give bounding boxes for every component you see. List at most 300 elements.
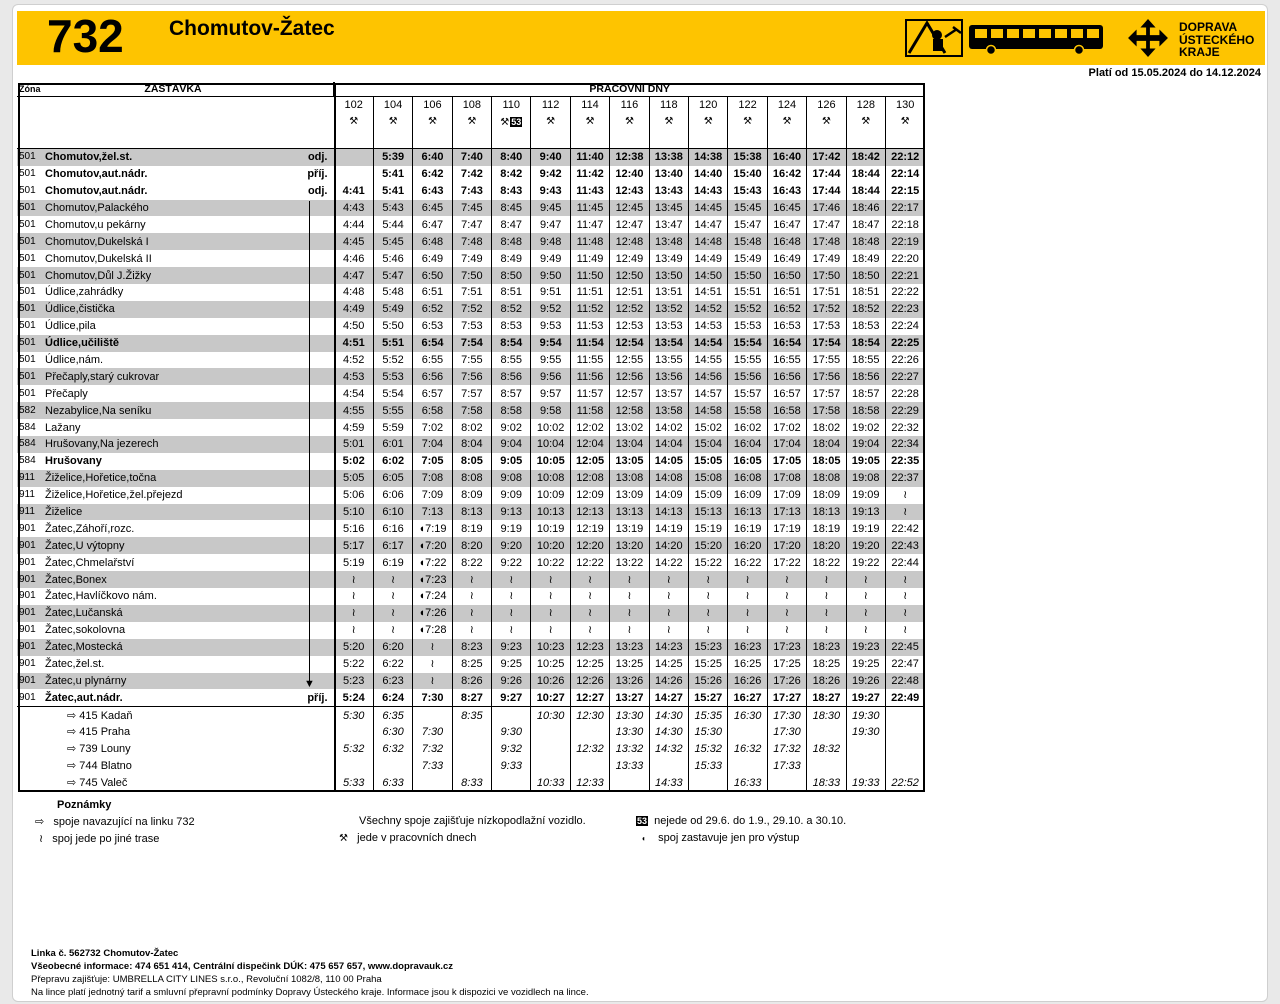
stop-name: Chomutov,Dukelská I (45, 233, 301, 250)
departure-time: 6:51 (413, 284, 452, 301)
connection-time: 12:33 (570, 774, 609, 791)
stop-zone: 901 (19, 590, 36, 602)
stop-zone: 501 (19, 252, 36, 264)
connection-time (649, 758, 688, 775)
departure-time: 5:39 (373, 148, 412, 165)
connection-time (334, 758, 373, 775)
departure-time: 15:13 (689, 504, 728, 521)
departure-time: 5:20 (334, 639, 373, 656)
departure-time: ≀ (492, 571, 531, 588)
stop-row (17, 504, 924, 521)
stop-name: Hrušovany,Na jezerech (45, 436, 301, 453)
departure-time: 16:43 (767, 183, 806, 200)
departure-time: 6:58 (413, 402, 452, 419)
trip-symbol-cell (846, 114, 885, 149)
stop-row (17, 250, 924, 267)
stop-name: Žatec,sokolovna (45, 624, 126, 637)
departure-time: 7:09 (413, 487, 452, 504)
departure-time: 22:28 (885, 385, 924, 402)
departure-time: ≀ (531, 588, 570, 605)
departure-time: 13:26 (610, 673, 649, 690)
departure-time: ≀ (570, 588, 609, 605)
departure-time: 14:51 (689, 284, 728, 301)
stop-row (17, 335, 924, 352)
stop-row (17, 267, 924, 284)
connection-label (45, 724, 301, 741)
departure-time: 14:43 (689, 183, 728, 200)
connection-destination: Valeč (100, 776, 128, 789)
connection-line: 745 (79, 776, 98, 789)
blank-cell (17, 707, 45, 724)
departure-time: 11:40 (570, 148, 609, 165)
trip-number-row (17, 97, 924, 114)
blank-cell (17, 758, 45, 775)
departure-time: 19:09 (846, 487, 885, 504)
stop-mark (301, 470, 334, 487)
departure-time: 7:40 (452, 148, 491, 165)
note-53-badge: 53 (511, 116, 522, 127)
departure-time: 12:52 (610, 301, 649, 318)
departure-time: 9:23 (492, 639, 531, 656)
connection-time: 15:32 (689, 741, 728, 758)
departure-time: 4:44 (334, 216, 373, 233)
blank-cell (17, 97, 45, 114)
departure-time: 19:13 (846, 504, 885, 521)
departure-time: 17:04 (767, 436, 806, 453)
stop-name: Žatec,Lučanská (45, 605, 301, 622)
hammer-icon: ⚒ (664, 115, 674, 127)
blank-cell (301, 741, 334, 758)
departure-time: 8:58 (492, 402, 531, 419)
connection-time (452, 758, 491, 775)
departure-time: 15:19 (689, 520, 728, 537)
trip-symbol-cell (373, 114, 412, 149)
departure-time: 10:05 (531, 453, 570, 470)
departure-time: ≀ (649, 588, 688, 605)
header-row (17, 82, 924, 97)
connection-row (17, 707, 924, 724)
connection-destination: Kadaň (100, 709, 133, 722)
departure-time: 14:05 (649, 453, 688, 470)
notes-title: Poznámky (57, 799, 112, 811)
blank-cell (301, 114, 334, 149)
departure-time: 4:53 (334, 368, 373, 385)
connection-time (807, 758, 846, 775)
departure-time: 12:43 (610, 183, 649, 200)
departure-time: 8:20 (452, 537, 491, 554)
departure-time: 17:26 (767, 673, 806, 690)
departure-time: 9:25 (492, 656, 531, 673)
blank-cell (17, 774, 45, 791)
departure-time: 13:50 (649, 267, 688, 284)
departure-time: 15:57 (728, 385, 767, 402)
blank-cell (17, 741, 45, 758)
departure-time: 5:01 (334, 436, 373, 453)
departure-time: 15:45 (728, 200, 767, 217)
departure-time: 22:23 (885, 301, 924, 318)
stop-zone: 911 (17, 470, 45, 487)
departure-time: 9:57 (531, 385, 570, 402)
arrow-icon: ⇨ (67, 776, 77, 789)
departure-time: 15:49 (728, 250, 767, 267)
departure-time: 4:52 (334, 352, 373, 369)
trip-symbol-cell (767, 114, 806, 149)
hammer-icon: ⚒ (500, 116, 510, 128)
departure-time: 10:27 (531, 689, 570, 706)
departure-time: 14:09 (649, 487, 688, 504)
arrow-icon: ⇨ (67, 743, 77, 756)
departure-time: 16:22 (728, 554, 767, 571)
note-53 (635, 815, 846, 827)
departure-time: 6:56 (413, 368, 452, 385)
departure-time: 13:56 (649, 368, 688, 385)
departure-time: 16:48 (767, 233, 806, 250)
departure-time: 12:38 (610, 148, 649, 165)
stop-row (17, 200, 924, 217)
departure-time: ≀ (610, 622, 649, 639)
stop-mark (301, 318, 334, 335)
stop-mark (301, 571, 334, 588)
departure-time: 12:48 (610, 233, 649, 250)
departure-time: 15:20 (689, 537, 728, 554)
departure-time: ≀ (846, 605, 885, 622)
stop-zone: 901 (17, 639, 45, 656)
departure-time: 8:42 (492, 166, 531, 183)
departure-time: 13:20 (610, 537, 649, 554)
departure-time: 11:53 (570, 318, 609, 335)
departure-time: 16:09 (728, 487, 767, 504)
connection-time: 19:30 (846, 724, 885, 741)
departure-time: 7:58 (452, 402, 491, 419)
stop-row (17, 148, 924, 165)
departure-time: 8:25 (452, 656, 491, 673)
departure-time: 13:47 (649, 216, 688, 233)
departure-time: ≀ (649, 605, 688, 622)
hammer-icon: ⚒ (467, 115, 477, 127)
departure-time: 12:53 (610, 318, 649, 335)
departure-time: 12:54 (610, 335, 649, 352)
connection-label (45, 741, 301, 758)
departure-time: ≀ (492, 622, 531, 639)
departure-time: 14:53 (689, 318, 728, 335)
connection-time: 5:32 (334, 741, 373, 758)
departure-time: 10:23 (531, 639, 570, 656)
departure-time: 10:22 (531, 554, 570, 571)
departure-time: 17:55 (807, 352, 846, 369)
departure-time: 9:42 (531, 166, 570, 183)
arrow-icon: ⇨ (67, 709, 77, 722)
departure-time: ≀ (885, 504, 924, 521)
stop-row (17, 673, 924, 690)
departure-time: 12:50 (610, 267, 649, 284)
departure-time: 18:22 (807, 554, 846, 571)
departure-time: 5:51 (373, 335, 412, 352)
stop-name: Žatec,u plynárny (45, 673, 301, 690)
connection-time (885, 758, 924, 775)
stop-name: Žatec,Bonex (45, 571, 301, 588)
connection-destination: Louny (100, 743, 131, 756)
departure-time: 19:23 (846, 639, 885, 656)
trip-number: 106 (413, 97, 452, 114)
connection-time: 22:52 (885, 774, 924, 791)
trip-number: 104 (373, 97, 412, 114)
departure-time: 5:16 (334, 520, 373, 537)
departure-time: 15:47 (728, 216, 767, 233)
departure-time: 5:48 (373, 284, 412, 301)
departure-time: 18:27 (807, 689, 846, 706)
departure-time: 19:02 (846, 419, 885, 436)
departure-time: 16:49 (767, 250, 806, 267)
departure-time: ≀ (334, 588, 373, 605)
departure-time: 13:38 (649, 148, 688, 165)
departure-time: 12:20 (570, 537, 609, 554)
departure-time: 5:41 (373, 183, 412, 200)
stop-zone: 501 (19, 218, 36, 230)
departure-time: 11:49 (570, 250, 609, 267)
departure-time: 16:25 (728, 656, 767, 673)
departure-time: 12:51 (610, 284, 649, 301)
departure-time: 9:45 (531, 200, 570, 217)
stop-name: Žatec,Chmelařství (45, 556, 135, 569)
stop-name: Nezabylice,Na seníku (45, 402, 301, 419)
departure-time: ≀ (531, 571, 570, 588)
departure-time: 15:02 (689, 419, 728, 436)
departure-time: 22:20 (885, 250, 924, 267)
departure-time: 5:46 (373, 250, 412, 267)
connection-time (492, 707, 531, 724)
departure-time: 16:51 (767, 284, 806, 301)
departure-time: 17:46 (807, 200, 846, 217)
departure-time: ◖7:24 (413, 588, 452, 605)
departure-time: 14:02 (649, 419, 688, 436)
hammer-icon: ⚒ (900, 115, 910, 127)
departure-time: 6:23 (373, 673, 412, 690)
stop-zone: 501 (19, 320, 36, 332)
departure-time: 12:22 (570, 554, 609, 571)
departure-time: 9:48 (531, 233, 570, 250)
departure-time: 8:50 (492, 267, 531, 284)
departure-time: ≀ (413, 656, 452, 673)
departure-time: ◖7:19 (413, 520, 452, 537)
connection-label (45, 707, 301, 724)
departure-time: 14:08 (649, 470, 688, 487)
departure-time: 4:49 (334, 301, 373, 318)
departure-time: 18:23 (807, 639, 846, 656)
trip-number: 116 (610, 97, 649, 114)
departure-time: 7:45 (452, 200, 491, 217)
departure-time: 15:50 (728, 267, 767, 284)
departure-time: 22:15 (885, 183, 924, 200)
trip-symbol-cell (570, 114, 609, 149)
departure-time: 22:32 (885, 419, 924, 436)
connection-line: 415 (79, 726, 98, 739)
departure-time: 16:08 (728, 470, 767, 487)
trip-symbol-cell (885, 114, 924, 149)
departure-time: 8:09 (452, 487, 491, 504)
departure-time: 5:53 (373, 368, 412, 385)
stop-zone: 501 (17, 301, 45, 318)
blank-cell (45, 97, 301, 114)
departure-time: 14:19 (649, 520, 688, 537)
departure-time: 5:41 (373, 166, 412, 183)
departure-time: 9:55 (531, 352, 570, 369)
departure-time: 10:08 (531, 470, 570, 487)
departure-time: 15:43 (728, 183, 767, 200)
departure-time: ≀ (570, 605, 609, 622)
connection-time: 16:30 (728, 707, 767, 724)
departure-time: 6:16 (373, 520, 412, 537)
departure-time: 7:30 (413, 689, 452, 706)
departure-time: 11:43 (570, 183, 609, 200)
departure-time: 17:05 (767, 453, 806, 470)
stop-name: Žatec,žel.st. (45, 658, 105, 671)
duk-arrows-icon (1123, 19, 1173, 57)
stop-mark (301, 605, 334, 622)
stop-row (17, 639, 924, 656)
departure-time: ≀ (334, 622, 373, 639)
connection-time (413, 774, 452, 791)
departure-time: 22:26 (885, 352, 924, 369)
departure-time: 12:45 (610, 200, 649, 217)
departure-time: 7:52 (452, 301, 491, 318)
connection-time: 14:30 (649, 707, 688, 724)
departure-time: 9:05 (492, 453, 531, 470)
stop-row (17, 588, 924, 605)
stop-name: Údlice,pila (45, 320, 96, 333)
trip-symbol-cell (452, 114, 491, 149)
departure-time: 12:55 (610, 352, 649, 369)
note-text: spoj zastavuje jen pro výstup (658, 832, 800, 844)
departure-time: 11:55 (570, 352, 609, 369)
stop-mark: příj. (307, 168, 328, 181)
connection-time: 13:30 (610, 724, 649, 741)
departure-time: 6:47 (413, 216, 452, 233)
departure-time: 12:02 (570, 419, 609, 436)
stop-mark (301, 487, 334, 504)
departure-time: 15:54 (728, 335, 767, 352)
departure-time: 10:09 (531, 487, 570, 504)
brand-name (1179, 21, 1254, 59)
departure-time: 7:05 (413, 453, 452, 470)
blank-cell (301, 707, 334, 724)
stop-zone: 582 (17, 402, 45, 419)
departure-time: ≀ (767, 605, 806, 622)
departure-time: 22:25 (885, 335, 924, 352)
stop-name: Žatec,Záhoří,rozc. (45, 522, 135, 535)
departure-time: 18:56 (846, 368, 885, 385)
timetable (17, 82, 924, 791)
departure-time: 8:57 (492, 385, 531, 402)
departure-time: 10:02 (531, 419, 570, 436)
trip-number: 130 (885, 97, 924, 114)
departure-time: 12:40 (610, 166, 649, 183)
connection-time (689, 774, 728, 791)
route-name: Chomutov-Žatec (169, 17, 335, 40)
departure-time: 9:02 (492, 419, 531, 436)
note-workdays (339, 832, 476, 844)
departure-time: 6:06 (373, 487, 412, 504)
departure-time: 7:43 (452, 183, 491, 200)
departure-time: 4:43 (334, 200, 373, 217)
departure-time: 9:40 (531, 148, 570, 165)
stop-mark (301, 200, 334, 217)
hammer-icon: ⚒ (546, 115, 556, 127)
departure-time: 15:55 (728, 352, 767, 369)
brand-line: DOPRAVA (1179, 20, 1238, 34)
note-text: Všechny spoje zajišťuje nízkopodlažní vozidlo. (359, 815, 586, 827)
stop-zone: 911 (17, 504, 45, 521)
blank-cell (45, 114, 301, 149)
departure-time: 5:02 (334, 453, 373, 470)
trip-symbol-cell (649, 114, 688, 149)
departure-time: 22:19 (885, 233, 924, 250)
departure-time: 16:55 (767, 352, 806, 369)
header-band (17, 11, 1265, 65)
stop-zone: 584 (19, 455, 36, 467)
departure-time: 7:50 (452, 267, 491, 284)
stop-zone: 901 (17, 673, 45, 690)
departure-time: 17:57 (807, 385, 846, 402)
connection-time (767, 774, 806, 791)
departure-time: ≀ (334, 571, 373, 588)
departure-time: 22:48 (885, 673, 924, 690)
departure-time: ◖7:22 (413, 554, 452, 571)
departure-time: 10:04 (531, 436, 570, 453)
departure-time: ≀ (649, 571, 688, 588)
departure-time: 17:47 (807, 216, 846, 233)
departure-time: ≀ (452, 571, 491, 588)
connection-time: 15:33 (689, 758, 728, 775)
departure-time: 17:48 (807, 233, 846, 250)
departure-time: 6:43 (413, 183, 452, 200)
stop-mark (301, 588, 334, 605)
departure-time: 13:53 (649, 318, 688, 335)
connection-time (807, 724, 846, 741)
departure-time: 8:27 (452, 689, 491, 706)
departure-time: 5:44 (373, 216, 412, 233)
departure-time: 14:25 (649, 656, 688, 673)
stop-name: Chomutov,aut.nádr. (45, 168, 148, 181)
departure-time: ≀ (689, 588, 728, 605)
stop-row (17, 689, 924, 706)
departure-time: 13:55 (649, 352, 688, 369)
departure-time: 12:57 (610, 385, 649, 402)
connection-time: 13:32 (610, 741, 649, 758)
departure-time: 15:22 (689, 554, 728, 571)
departure-time: 6:55 (413, 352, 452, 369)
departure-time: 8:05 (452, 453, 491, 470)
stop-mark (301, 622, 334, 639)
stop-zone: 901 (17, 605, 45, 622)
departure-time: 9:22 (492, 554, 531, 571)
stop-zone: 901 (19, 556, 36, 568)
departure-time: ≀ (413, 639, 452, 656)
connection-time: 13:30 (610, 707, 649, 724)
stop-mark (301, 419, 334, 436)
connection-time: 10:33 (531, 774, 570, 791)
departure-time: 12:23 (570, 639, 609, 656)
trip-symbol-cell (413, 114, 452, 149)
stop-row (17, 301, 924, 318)
validity-text: Platí od 15.05.2024 do 14.12.2024 (1088, 67, 1261, 79)
departure-time: 5:19 (334, 554, 373, 571)
departure-time: 6:20 (373, 639, 412, 656)
departure-time: 18:25 (807, 656, 846, 673)
departure-time: 12:08 (570, 470, 609, 487)
departure-time: 8:13 (452, 504, 491, 521)
departure-time: 18:49 (846, 250, 885, 267)
departure-time: 15:40 (728, 166, 767, 183)
